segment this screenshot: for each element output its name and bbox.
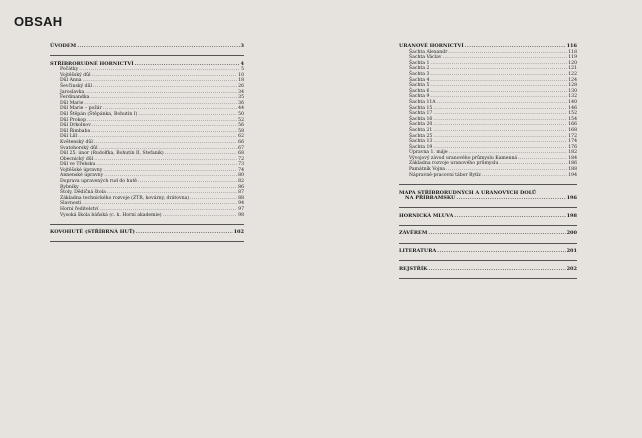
page-title: OBSAH	[14, 14, 63, 29]
dot-leader	[456, 196, 565, 202]
dot-leader	[77, 44, 239, 50]
toc-entry-page: 194	[568, 172, 577, 178]
toc-entry[interactable]	[399, 173, 577, 179]
toc-section-items	[399, 50, 577, 179]
toc-entry-title: Důl Drkolnov	[60, 123, 91, 129]
toc-entry-title: MAPA STŘÍBRORUDNÝCH A URANOVÝCH DOLŮ	[399, 190, 537, 197]
toc-entry-title: Šachta 13	[409, 139, 433, 145]
toc-entry-page: 188	[568, 167, 577, 173]
toc-entry-title: Důl ve Třebsku	[60, 162, 96, 168]
toc-entry-index[interactable]	[399, 267, 577, 273]
toc-entry-title: Jaroslavka	[60, 89, 85, 95]
toc-entry-title: Šachta 19	[409, 144, 433, 150]
toc-entry-page: 67	[238, 145, 244, 151]
toc-entry-page: 80	[238, 173, 244, 179]
toc-entry-page: 196	[566, 195, 577, 202]
toc-entry-title: Úpravna 1. máje	[409, 150, 448, 156]
toc-entry-page: 56	[238, 123, 244, 129]
toc-entry-page: 36	[238, 100, 244, 106]
toc-entry-conclusion[interactable]	[399, 231, 577, 237]
toc-section-items	[50, 67, 244, 218]
toc-entry-page: 97	[238, 207, 244, 213]
toc-entry-title: Svatohorský důl	[60, 145, 98, 151]
toc-entry-dictionary[interactable]	[399, 214, 577, 220]
toc-entry-page: 172	[568, 133, 577, 139]
toc-entry-title: Šachta 4	[409, 77, 430, 83]
toc-entry-title: Šachta 9	[409, 94, 430, 100]
toc-entry-page: 58	[238, 128, 244, 134]
toc-entry-title: Šachta 1	[409, 60, 430, 66]
toc-entry-page: 72	[238, 156, 244, 162]
divider	[399, 243, 577, 244]
divider	[399, 278, 577, 279]
toc-entry-page: 102	[233, 229, 244, 236]
toc-entry-page: 18	[238, 78, 244, 84]
toc-entry-page: 86	[238, 184, 244, 190]
toc-entry-title: Slavnosti	[60, 201, 82, 207]
toc-entry-title: ZÁVĚREM	[399, 230, 428, 237]
toc-entry-title: Základna technického rozvoje (ZTR, kovárny, drátovna)	[60, 195, 190, 201]
toc-entry-page: 200	[566, 230, 577, 237]
toc-entry-page: 166	[568, 122, 577, 128]
divider	[50, 224, 244, 225]
toc-entry-title: Vojtěšské úpravny	[60, 167, 103, 173]
toc-entry-page: 128	[568, 83, 577, 89]
toc-entry-page: 140	[568, 99, 577, 105]
toc-entry-page: 35	[238, 95, 244, 101]
toc-entry-literature[interactable]	[399, 249, 577, 255]
toc-entry-page: 168	[568, 127, 577, 133]
toc-entry-title: Důl Štěpán (Štěpánka, Bohutín I)	[60, 111, 138, 117]
toc-entry-page: 66	[238, 139, 244, 145]
toc-entry-page: 5	[241, 67, 244, 73]
toc-entry-page: 176	[568, 144, 577, 150]
toc-entry-page: 186	[568, 161, 577, 167]
toc-entry-title: Šachta 21	[409, 127, 433, 133]
toc-entry-title: Šachta 3	[409, 71, 430, 77]
toc-entry-intro[interactable]	[50, 44, 244, 50]
toc-entry-title: Nápravně-pracovní tábor Bytíz	[409, 172, 481, 178]
dot-leader	[454, 214, 565, 220]
toc-entry-title: Základna rozvoje uranového průmyslu	[409, 161, 499, 167]
toc-entry-title: Ševčinský důl	[60, 83, 93, 89]
toc-entry-title: Památník Vojna	[409, 167, 446, 173]
toc-entry-title: Důl Prokop	[60, 117, 87, 123]
toc-entry-title: Annenské úpravny	[60, 173, 104, 179]
toc-entry-page: 120	[568, 60, 577, 66]
toc-entry-page: 98	[238, 212, 244, 218]
toc-entry-title: Šachta Václav	[409, 55, 442, 61]
toc-entry-page: 201	[566, 248, 577, 255]
toc-entry-page: 152	[568, 111, 577, 117]
toc-entry-page: 74	[238, 167, 244, 173]
toc-entry-title: Doprava upravených rud do hutě	[60, 179, 138, 185]
toc-entry-page: 119	[568, 55, 577, 61]
toc-entry-title: Šachta 25	[409, 133, 433, 139]
toc-entry-page: 44	[238, 106, 244, 112]
toc-entry-page: 94	[238, 201, 244, 207]
toc-entry-page: 174	[568, 139, 577, 145]
toc-entry-title: REJSTŘÍK	[399, 265, 428, 272]
divider	[399, 225, 577, 226]
divider	[50, 241, 244, 242]
toc-entry-page: 10	[238, 72, 244, 78]
toc-entry-page: 132	[568, 94, 577, 100]
toc-entry-page: 4	[240, 60, 244, 67]
toc-entry-page: 146	[568, 105, 577, 111]
toc-entry[interactable]	[50, 213, 244, 219]
toc-entry-title: URANOVÉ HORNICTVÍ	[399, 43, 464, 49]
toc-entry-title: Vysoká škola báňská (c. k. Horní akademie)	[60, 212, 162, 218]
toc-entry-page: 82	[238, 179, 244, 185]
toc-entry-page: 34	[238, 89, 244, 95]
toc-entry-page: 122	[568, 71, 577, 77]
toc-entry-title: Důl Marie – požár	[60, 106, 102, 112]
toc-entry-title: Důl Lill	[60, 134, 78, 140]
toc-entry-title: Šachta 11A	[409, 99, 436, 105]
toc-entry-page: 50	[238, 111, 244, 117]
toc-entry-title: Šachta 6	[409, 88, 430, 94]
toc-entry-page: 73	[238, 162, 244, 168]
dot-leader	[482, 173, 567, 179]
dot-leader	[429, 267, 566, 273]
toc-entry-map[interactable]	[399, 190, 577, 202]
toc-entry-title: HORNICKÁ MLUVA	[399, 212, 454, 219]
toc-entry-title-line2: NA PŘÍBRAMSKU	[405, 195, 456, 202]
toc-entry-page: 184	[568, 155, 577, 161]
dot-leader	[163, 213, 238, 219]
toc-entry-page: 130	[568, 88, 577, 94]
toc-entry-page: 118	[568, 49, 577, 55]
toc-entry-title: Důl Řimbaba	[60, 128, 91, 134]
toc-entry-title: Vojtěšský důl	[60, 72, 91, 78]
toc-entry-title: Důl 25. únor (Rudolfka, Bohutín II, Stefanik)	[60, 151, 164, 157]
toc-entry-title: Šachta 5	[409, 83, 430, 89]
dot-leader	[428, 231, 565, 237]
toc-entry-title: Obecnický důl	[60, 156, 94, 162]
toc-entry-title: Rybníky	[60, 184, 79, 190]
toc-entry-page: 198	[566, 212, 577, 219]
toc-section-smelter[interactable]	[50, 230, 244, 236]
toc-entry-title: KOVOHUTĚ (STŘÍBRNÁ HUŤ)	[50, 229, 135, 236]
toc-entry-page: 26	[238, 83, 244, 89]
toc-entry-page: 52	[238, 117, 244, 123]
toc-entry-page: 121	[568, 66, 577, 72]
toc-entry-title: Šachta 2	[409, 66, 430, 72]
toc-entry-page: 87	[238, 190, 244, 196]
toc-entry-title: Vývojový závod uranového průmyslu Kamenná	[409, 155, 518, 161]
toc-entry-title: Horní ředitelství	[60, 207, 99, 213]
divider	[50, 55, 244, 56]
toc-entry-page: 68	[238, 151, 244, 157]
toc-entry-title: STŘÍBRORUDNÉ HORNICTVÍ	[50, 60, 134, 67]
toc-entry-page: 116	[566, 43, 577, 49]
dot-leader	[136, 230, 233, 236]
divider	[399, 260, 577, 261]
toc-entry-page: 88	[238, 195, 244, 201]
dot-leader	[437, 249, 565, 255]
toc-entry-page: 62	[238, 134, 244, 140]
toc-entry-title: Šachta 20	[409, 122, 433, 128]
toc-entry-title: Štoly, Dědičná štola	[60, 190, 106, 196]
toc-entry-page: 154	[568, 116, 577, 122]
toc-entry-page: 124	[568, 77, 577, 83]
toc-right-column	[399, 44, 577, 284]
divider	[399, 207, 577, 208]
toc-entry-title: LITERATURA	[399, 248, 437, 255]
toc-entry-title: Důl Marie	[60, 100, 84, 106]
toc-entry-title: Šachta 15	[409, 105, 433, 111]
toc-entry-title: Počátky	[60, 67, 79, 73]
toc-entry-title: Šachta 16	[409, 116, 433, 122]
toc-entry-page: 3	[240, 43, 244, 49]
toc-entry-title: Šachta 17	[409, 111, 433, 117]
toc-entry-title: Květenský důl	[60, 139, 93, 145]
toc-entry-title: Ferdinandka	[60, 95, 90, 101]
toc-entry-title: Šachta Alexandr	[409, 49, 448, 55]
toc-left-column	[50, 44, 244, 248]
divider	[399, 184, 577, 185]
toc-entry-title: ÚVODEM	[50, 43, 77, 49]
toc-entry-title: Důl Anna	[60, 78, 82, 84]
toc-entry-page: 182	[568, 150, 577, 156]
toc-entry-page: 202	[566, 265, 577, 272]
